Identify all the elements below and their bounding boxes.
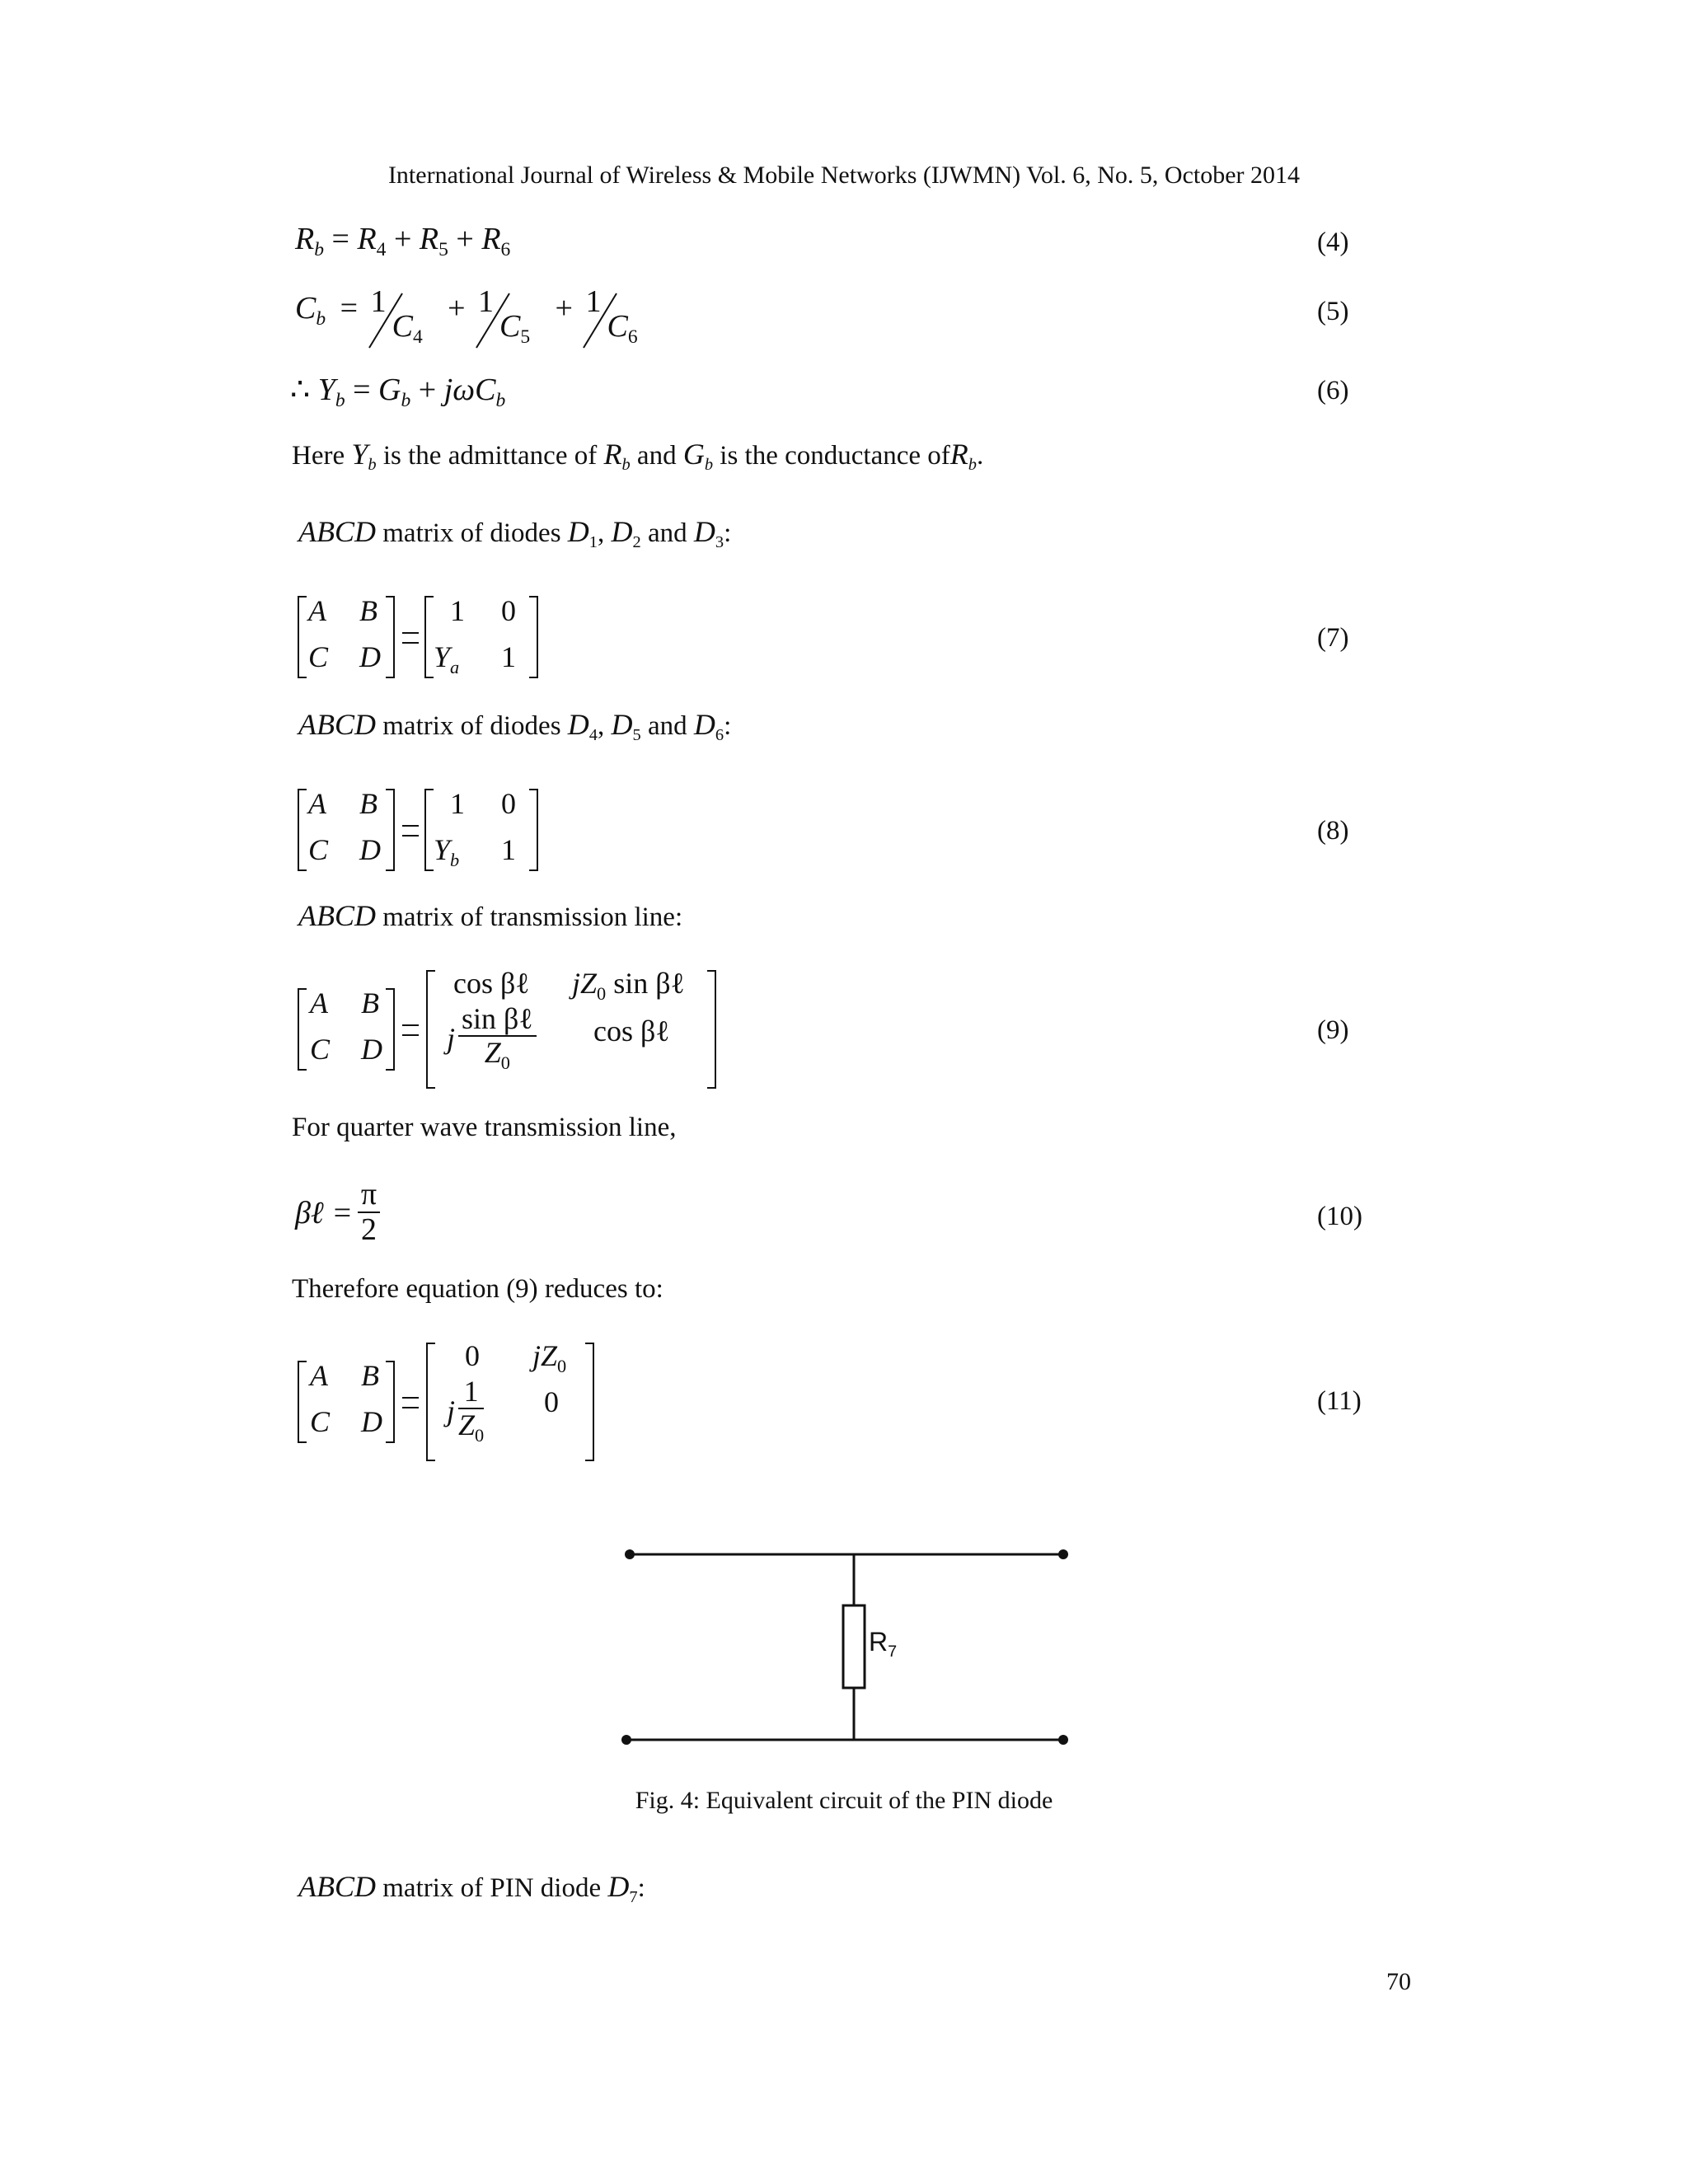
equation-7-matrix: A B C D 1 0 $Y_a$ 1 xyxy=(293,592,541,682)
abcd-diodes-1-3-label: ABCD matrix of diodes $D_1$, $D_2$ and $D_3$: xyxy=(298,515,732,552)
terminal-bottom-left xyxy=(621,1735,631,1745)
equation-9-number: (9) xyxy=(1317,1015,1349,1045)
equation-8-number: (8) xyxy=(1317,816,1349,846)
equation-5-number: (5) xyxy=(1317,297,1349,326)
quarter-wave-sentence: For quarter wave transmission line, xyxy=(292,1113,677,1142)
admittance-sentence: Here $Y_b$ is the admittance of $R_b$ and $G_b$ is the conductance ofR$_b$. xyxy=(292,438,984,475)
terminal-top-left xyxy=(625,1549,635,1559)
figure-caption: Fig. 4: Equivalent circuit of the PIN diode xyxy=(635,1787,1053,1814)
equation-10: βℓ = $\frac{\pi}{2}$ xyxy=(295,1179,380,1248)
therefore-sentence: Therefore equation (9) reduces to: xyxy=(292,1274,663,1304)
terminal-top-right xyxy=(1058,1549,1068,1559)
terminal-bottom-right xyxy=(1058,1735,1068,1745)
equation-11-matrix: A B C D 0 $jZ_0$ j $\frac{1}{Z_0}$ 0 xyxy=(293,1340,607,1464)
equation-11-number: (11) xyxy=(1317,1386,1362,1416)
equation-6-number: (6) xyxy=(1317,376,1349,405)
equation-4: $R_b = R_4 + R_5 + R_6$ xyxy=(295,222,511,261)
page-number: 70 xyxy=(1386,1968,1411,1995)
journal-header: International Journal of Wireless & Mobile Networks (IJWMN) Vol. 6, No. 5, October 2014 xyxy=(387,162,1301,189)
resistor-r7-label: $R_7$ xyxy=(869,1627,898,1661)
equation-10-number: (10) xyxy=(1317,1202,1362,1231)
circuit-diagram xyxy=(610,1538,1071,1760)
abcd-pin-diode-label: ABCD matrix of PIN diode $D_7$: xyxy=(298,1870,645,1907)
pin-diode-circuit xyxy=(610,1538,1071,1760)
equation-6: ∴ $Y_b = G_b + j\omega C_b$ xyxy=(290,373,506,412)
resistor-r7 xyxy=(843,1605,865,1688)
equation-9-matrix: A B C D cos βℓ $jZ_0$ sin βℓ j $\frac{\text{sin βℓ}}{Z_0}$ cos βℓ xyxy=(293,968,722,1091)
equation-7-number: (7) xyxy=(1317,623,1349,653)
equation-4-number: (4) xyxy=(1317,227,1349,257)
abcd-transmission-line-label: ABCD matrix of transmission line: xyxy=(298,899,683,932)
equation-8-matrix: A B C D 1 0 $Y_b$ 1 xyxy=(293,785,541,875)
abcd-diodes-4-6-label: ABCD matrix of diodes $D_4$, $D_5$ and $D_6$: xyxy=(298,708,732,745)
equation-5: $C_b$ = 1 $C_4$ + 1 $C_5$ + 1 $C_6$ xyxy=(295,284,638,349)
